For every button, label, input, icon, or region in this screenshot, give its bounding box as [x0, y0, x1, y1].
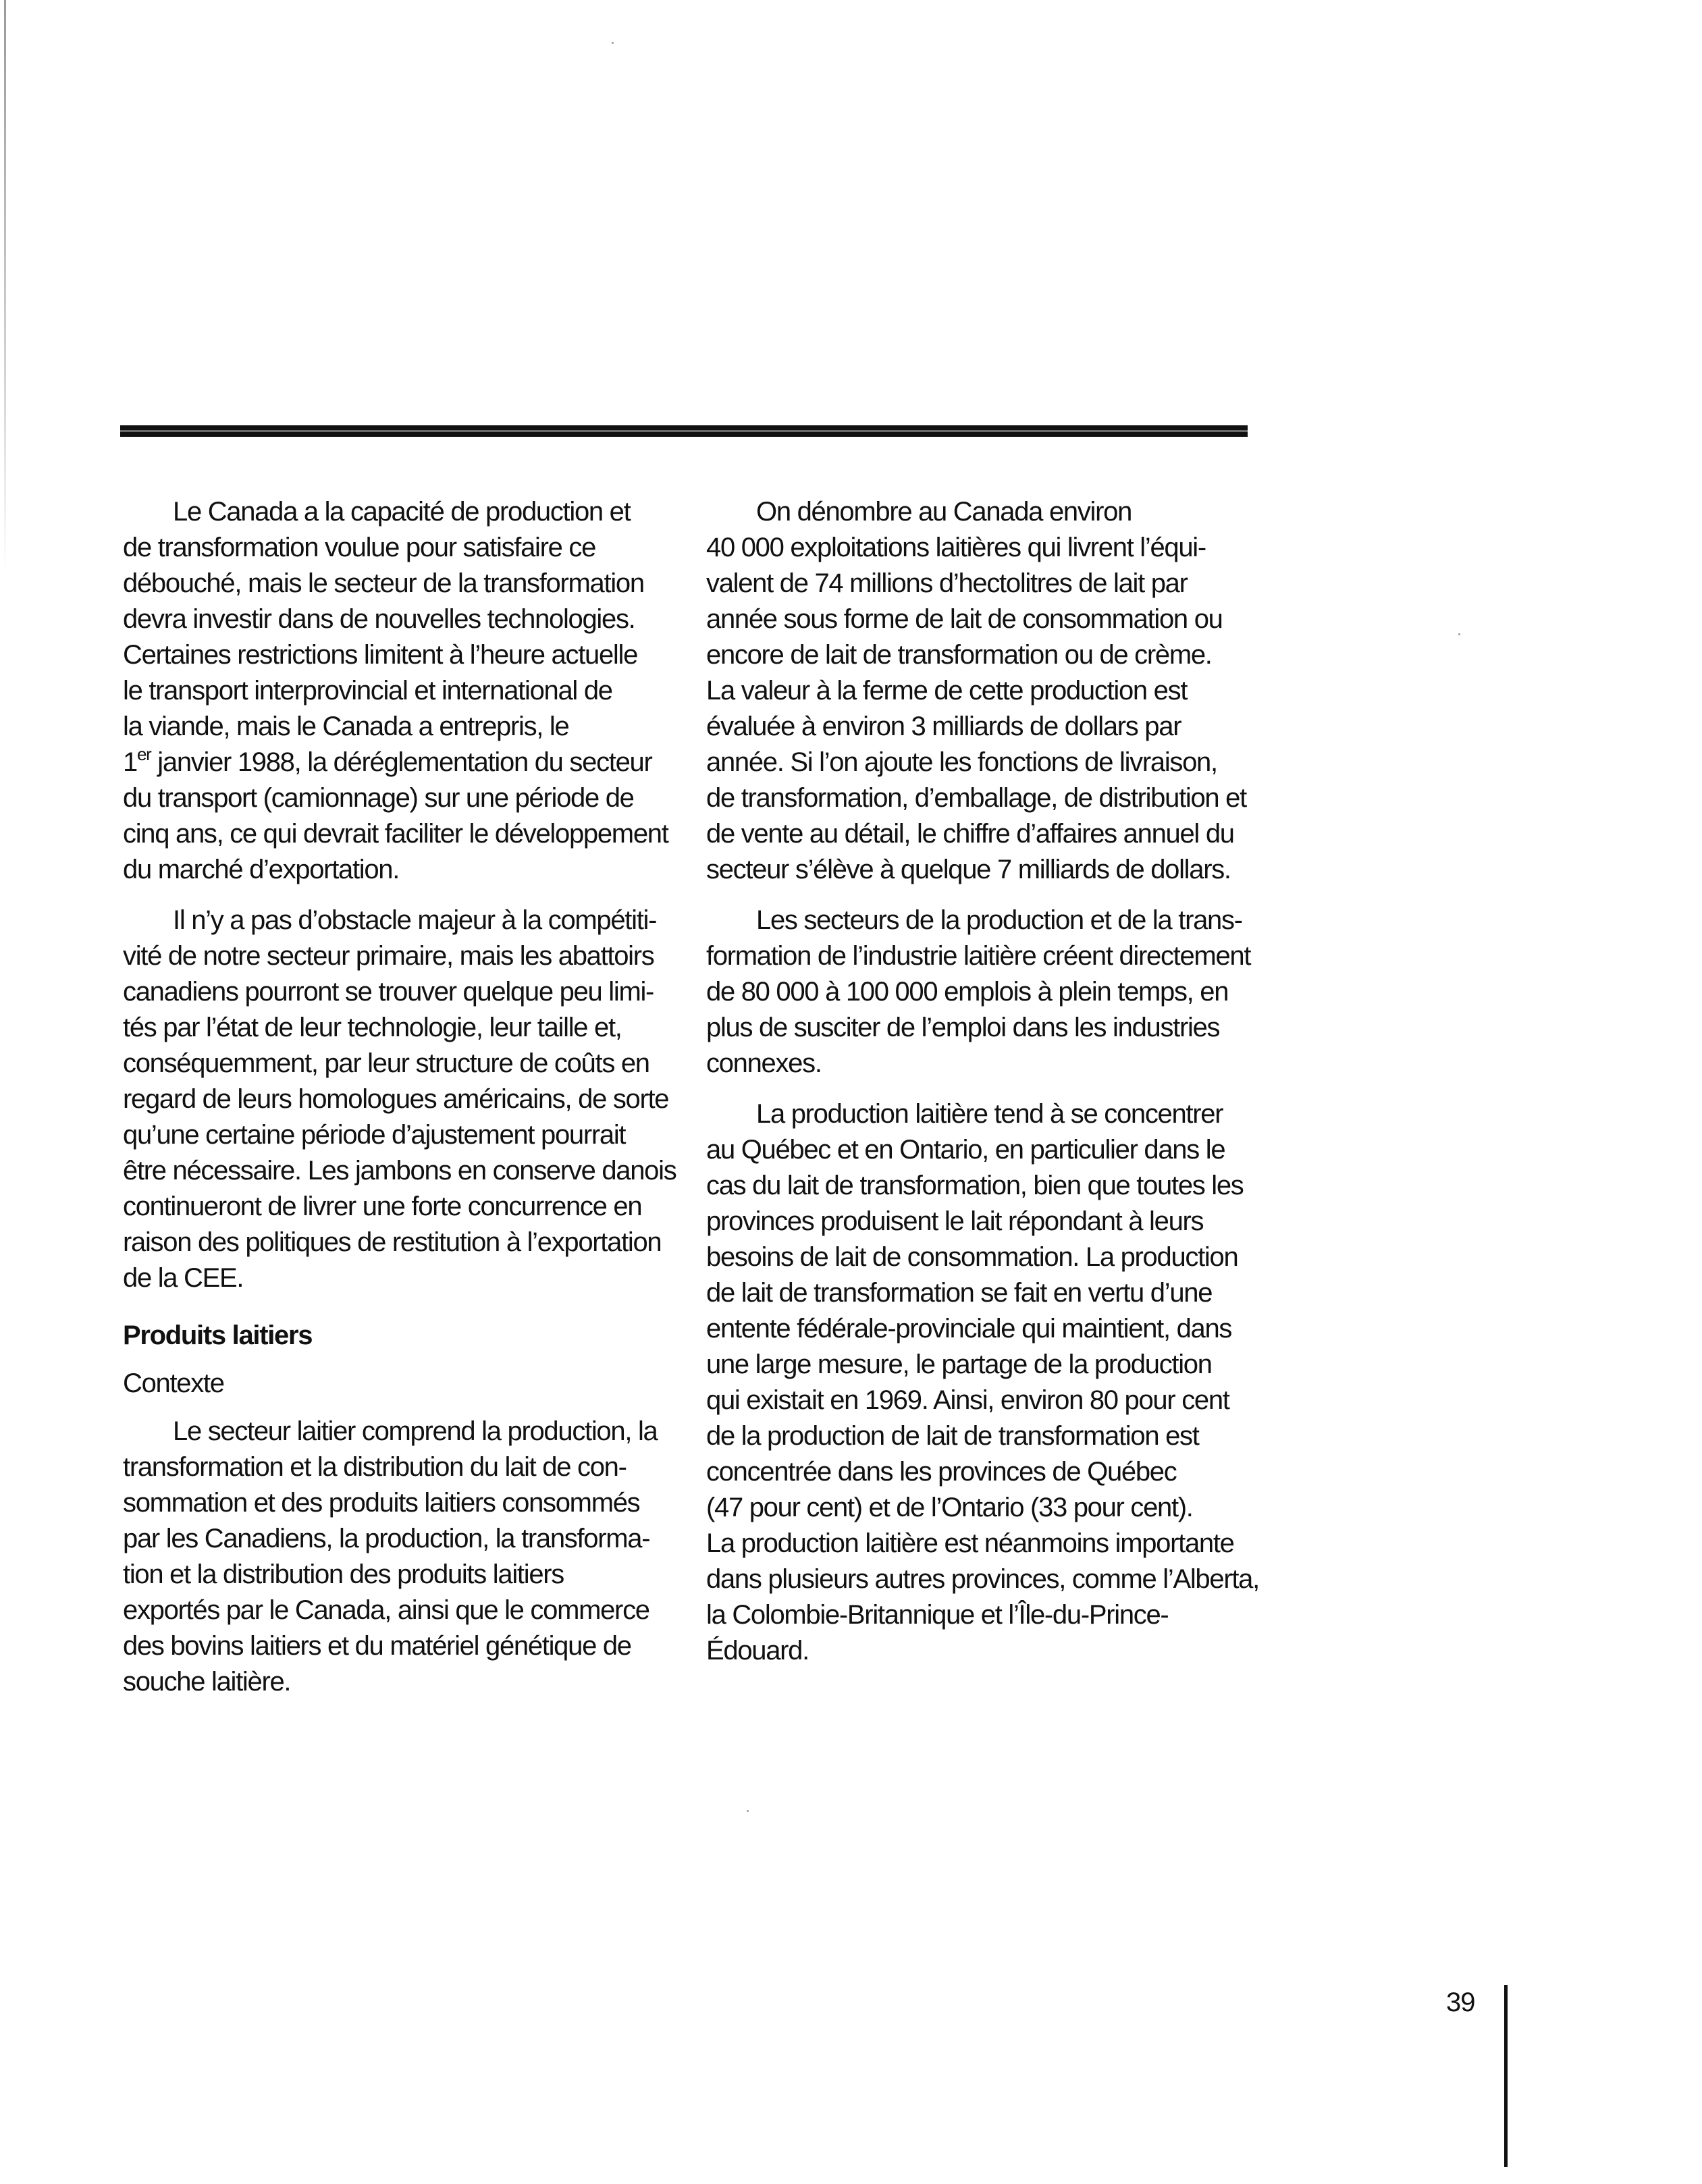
text-line: provinces produisent le lait répondant à leurs [706, 1206, 1204, 1236]
scan-edge [4, 0, 6, 574]
section-subheading: Contexte [123, 1368, 224, 1398]
text-line: la viande, mais le Canada a entrepris, le [123, 712, 569, 741]
text-line: plus de susciter de l’emploi dans les industries [706, 1013, 1220, 1042]
text-line: Les secteurs de la production et de la trans- [756, 905, 1242, 935]
text-line: de la production de lait de transformation est [706, 1421, 1199, 1451]
text-line: continueront de livrer une forte concurrence en [123, 1192, 642, 1221]
text-line: Le Canada a la capacité de production et [173, 497, 631, 527]
paragraph [706, 1096, 1267, 1669]
text-line: qu’une certaine période d’ajustement pourrait [123, 1120, 626, 1150]
text-line: le transport interprovincial et international de [123, 676, 612, 705]
paragraph-gap [123, 888, 683, 903]
text-line: La valeur à la ferme de cette production est [706, 676, 1188, 705]
text-line: transformation et la distribution du lait de con- [123, 1452, 627, 1482]
text-line: conséquemment, par leur structure de coûts en [123, 1048, 649, 1078]
paragraph-gap [706, 888, 1267, 903]
text-line: sommation et des produits laitiers consommés [123, 1488, 640, 1518]
text-line: exportés par le Canada, ainsi que le commerce [123, 1595, 649, 1625]
text-line: formation de l’industrie laitière créent directement [706, 941, 1251, 971]
text-line: du transport (camionnage) sur une période de [123, 783, 634, 813]
text-line: de lait de transformation se fait en vertu d’une [706, 1278, 1213, 1308]
paragraph [123, 1414, 683, 1700]
text-line: Il n’y a pas d’obstacle majeur à la compétiti- [173, 905, 657, 935]
text-line: connexes. [706, 1048, 822, 1078]
text-line: concentrée dans les provinces de Québec [706, 1457, 1177, 1487]
text-line: être nécessaire. Les jambons en conserve danois [123, 1156, 676, 1186]
text-line: dans plusieurs autres provinces, comme l’Alberta, [706, 1564, 1259, 1594]
paragraph [706, 903, 1267, 1082]
text-line: au Québec et en Ontario, en particulier dans le [706, 1135, 1225, 1165]
text-line: La production laitière tend à se concentrer [756, 1099, 1223, 1129]
text-line: vité de notre secteur primaire, mais les abattoirs [123, 941, 654, 971]
section-heading: Produits laitiers [123, 1321, 313, 1350]
text-line: devra investir dans de nouvelles technologies. [123, 604, 635, 634]
page-number: 39 [1446, 1988, 1475, 2017]
text-line: la Colombie-Britannique et l’Île-du-Prince- [706, 1600, 1169, 1630]
text-line: secteur s’élève à quelque 7 milliards de dollars. [706, 855, 1231, 884]
text-line: (47 pour cent) et de l’Ontario (33 pour cent). [706, 1493, 1193, 1522]
text-line: débouché, mais le secteur de la transformation [123, 568, 644, 598]
text-line: de transformation voulue pour satisfaire ce [123, 533, 596, 562]
text-line: de vente au détail, le chiffre d’affaires annuel du [706, 819, 1234, 849]
text-line: par les Canadiens, la production, la transforma- [123, 1524, 650, 1553]
text-line: cinq ans, ce qui devrait faciliter le développement [123, 819, 668, 849]
text-line: qui existait en 1969. Ainsi, environ 80 pour cent [706, 1385, 1229, 1415]
text-line: évaluée à environ 3 milliards de dollars par [706, 712, 1181, 741]
text-line: tion et la distribution des produits laitiers [123, 1560, 564, 1589]
margin-rule [1504, 1985, 1508, 2167]
text-line-date [123, 745, 683, 780]
text-line: On dénombre au Canada environ [756, 497, 1132, 527]
text-line: tés par l’état de leur technologie, leur taille et, [123, 1013, 622, 1042]
text-line: Certaines restrictions limitent à l’heure actuelle [123, 640, 638, 670]
text-line: de transformation, d’emballage, de distribution et [706, 783, 1246, 813]
text-line: 40 000 exploitations laitières qui livrent l’équi- [706, 533, 1206, 562]
text-line: besoins de lait de consommation. La production [706, 1242, 1238, 1272]
text-line: encore de lait de transformation ou de crème. [706, 640, 1212, 670]
text-line: souche laitière. [123, 1667, 291, 1697]
text-line: La production laitière est néanmoins importante [706, 1528, 1234, 1558]
date-text: janvier 1988, la déréglementation du secteur [151, 747, 652, 777]
text-line: une large mesure, le partage de la production [706, 1350, 1212, 1379]
ordinal-number: 1 [123, 747, 137, 777]
text-line: regard de leurs homologues américains, de sorte [123, 1084, 669, 1114]
text-line: du marché d’exportation. [123, 855, 400, 884]
text-line: valent de 74 millions d’hectolitres de lait par [706, 568, 1188, 598]
text-line: Édouard. [706, 1636, 809, 1666]
left-column [123, 494, 683, 1700]
text-line: canadiens pourront se trouver quelque peu limi- [123, 977, 654, 1007]
text-line: raison des politiques de restitution à l’exportation [123, 1227, 662, 1257]
text-line: des bovins laitiers et du matériel génétique de [123, 1631, 631, 1661]
ordinal-suffix: er [136, 743, 151, 764]
text-line: entente fédérale-provinciale qui maintient, dans [706, 1314, 1232, 1343]
text-line: Le secteur laitier comprend la production, la [173, 1416, 658, 1446]
text-line: année. Si l’on ajoute les fonctions de livraison, [706, 747, 1217, 777]
scan-speck [747, 1810, 749, 1812]
paragraph [123, 903, 683, 1296]
paragraph [706, 494, 1267, 888]
text-line: de la CEE. [123, 1263, 244, 1293]
top-rule-highlight [120, 430, 1248, 432]
text-line: cas du lait de transformation, bien que toutes les [706, 1171, 1244, 1200]
text-line: de 80 000 à 100 000 emplois à plein temps, en [706, 977, 1229, 1007]
right-column [706, 494, 1267, 1669]
paragraph-gap [706, 1082, 1267, 1096]
scan-speck [612, 42, 614, 44]
paragraph [123, 494, 683, 888]
scan-speck [1458, 633, 1460, 635]
text-line: année sous forme de lait de consommation ou [706, 604, 1223, 634]
